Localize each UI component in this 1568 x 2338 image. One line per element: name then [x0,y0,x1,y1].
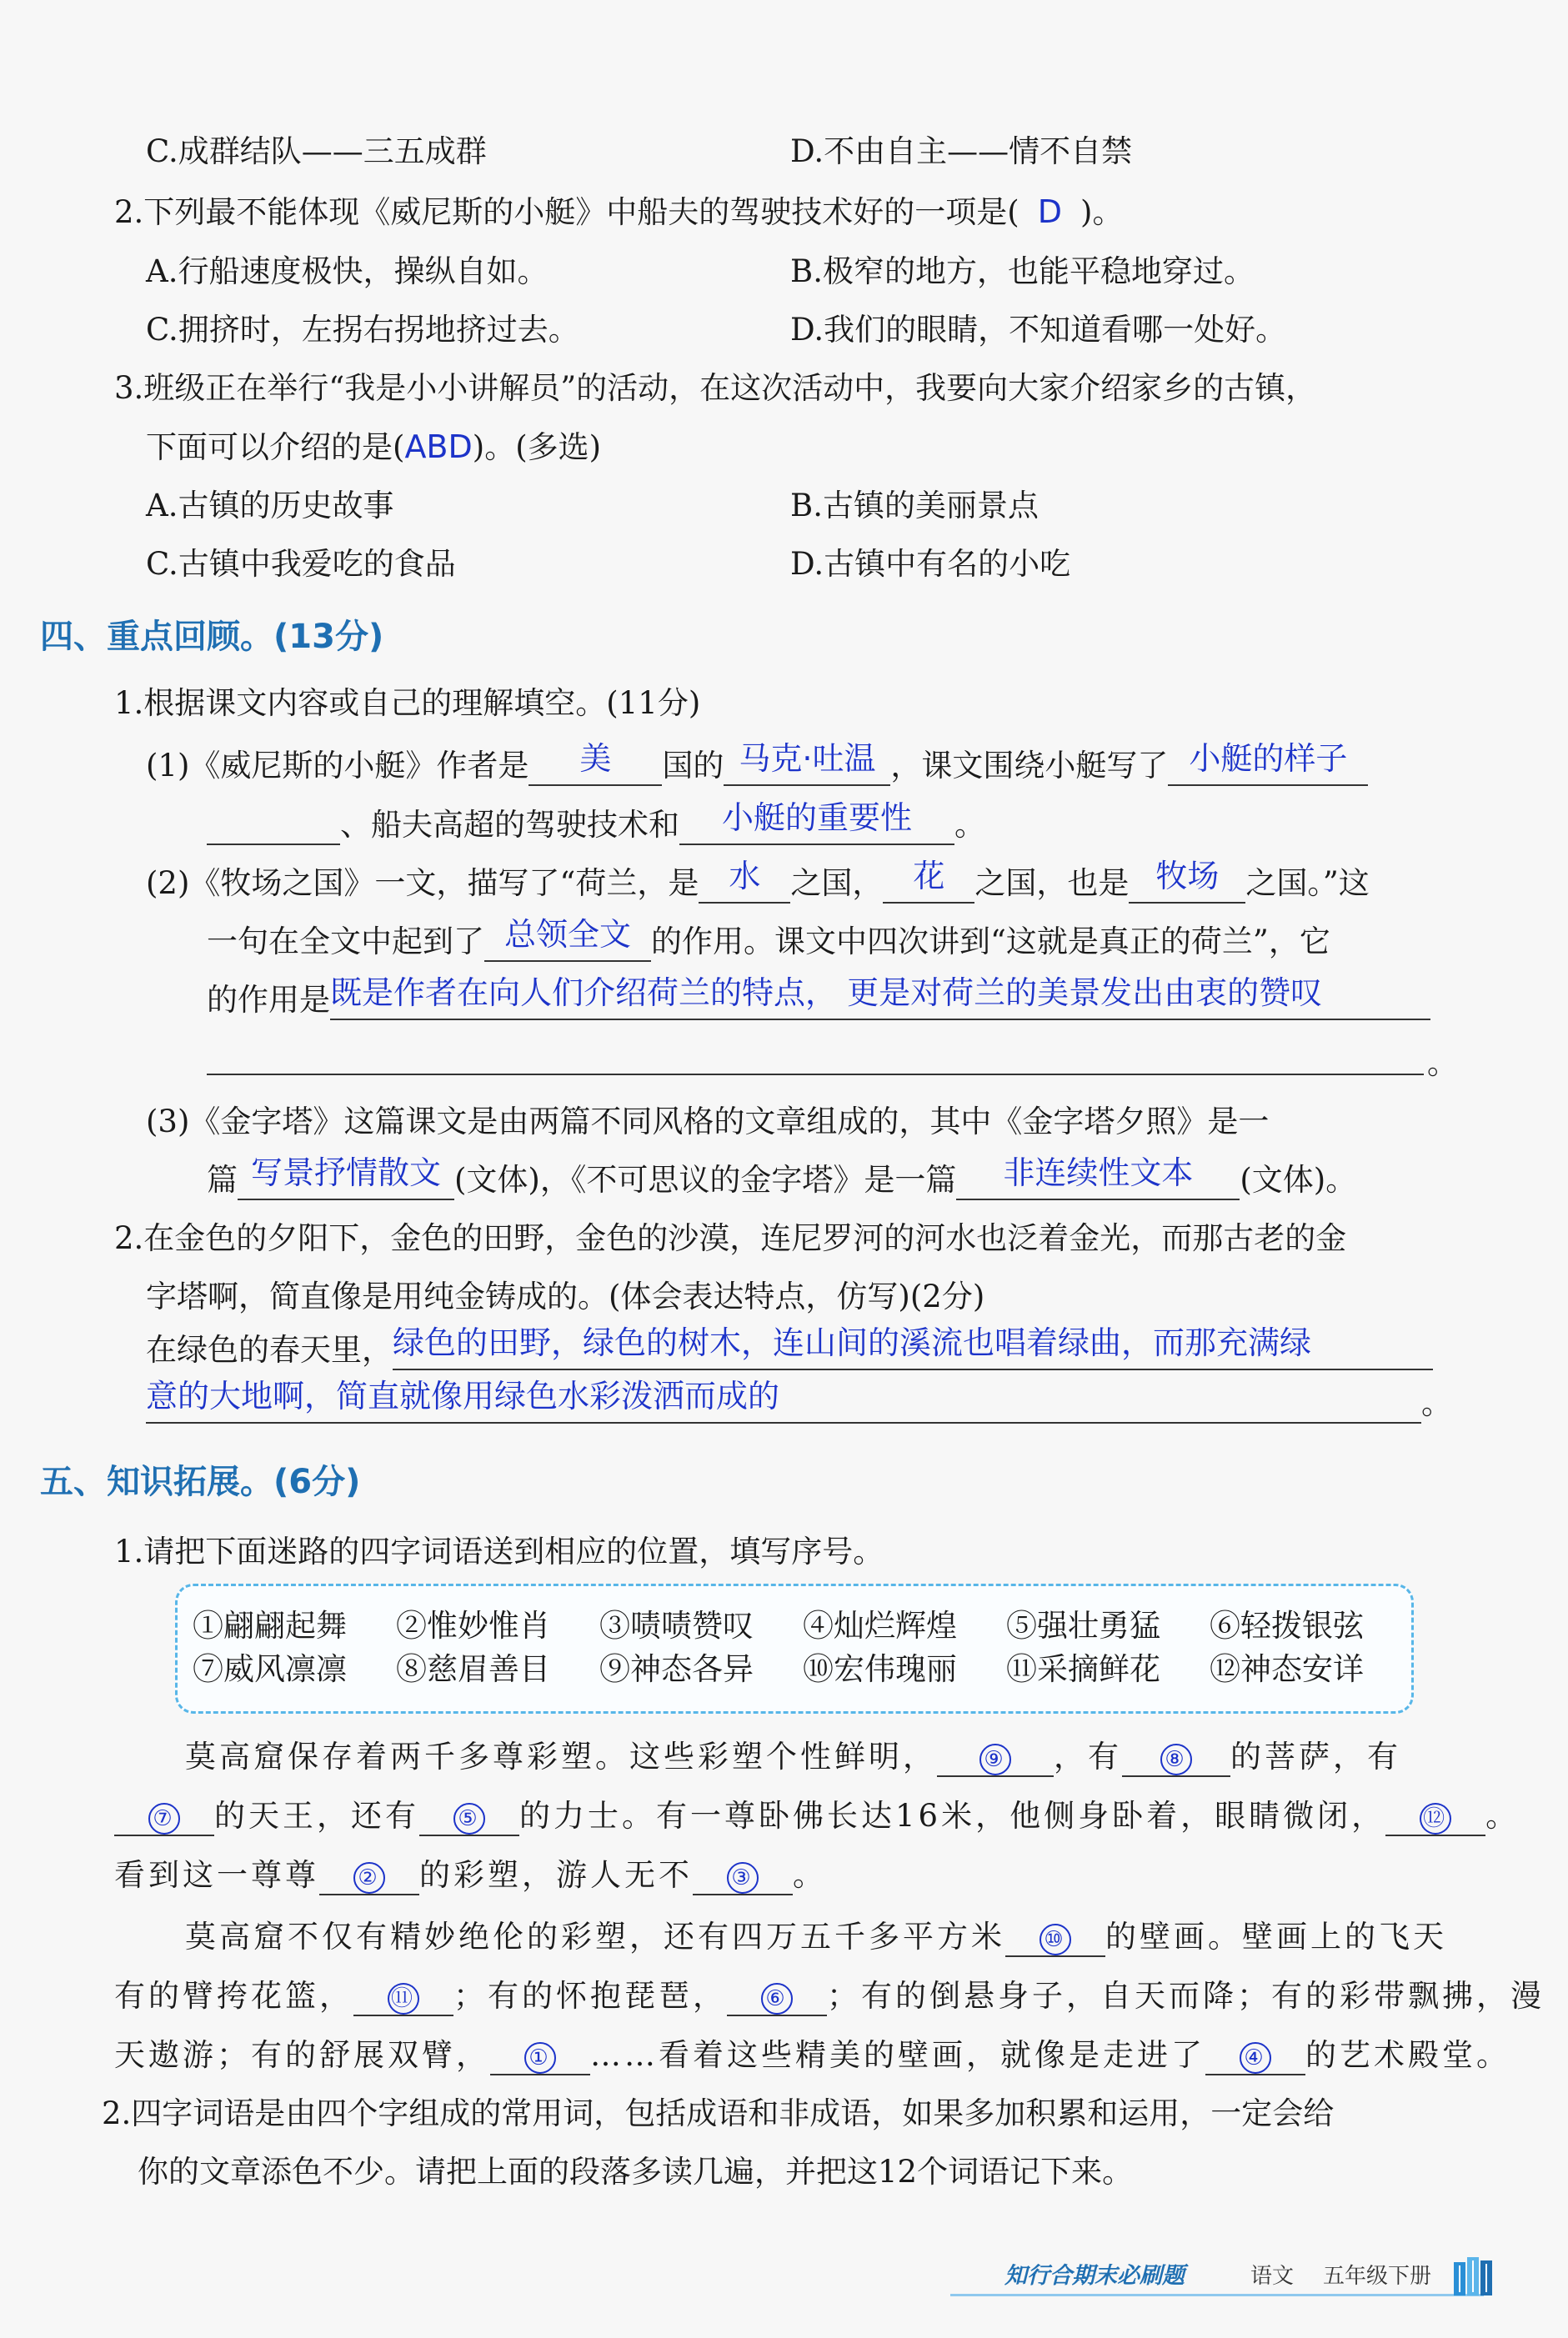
s4-q2-blank2: 意的大地啊，简直就像用绿色水彩泼洒而成的 [146,1384,1421,1424]
footer-brand: 知行合期末必刷题 [1004,2263,1185,2289]
s5-blank: ③ [693,1856,793,1895]
s4-p1-line1: (1)《威尼斯的小艇》作者是 美 国的 马克·吐温 ，课文围绕小艇写了 小艇的样子 [146,746,1368,786]
s5-blank: ⑫ [1385,1797,1485,1836]
q2-option-a: A.行船速度极快，操纵自如。 [146,253,549,289]
s5-para-a-line1: 莫高窟保存着两千多尊彩塑。这些彩塑个性鲜明， ⑨ ，有 ⑧ 的菩萨，有 [185,1737,1401,1777]
q2-option-c: C.拥挤时，左拐右拐地挤过去。 [146,312,579,348]
s5-blank: ⑩ [1005,1918,1105,1957]
s5-blank: ⑪ [353,1977,453,2016]
books-icon [1450,2250,1500,2300]
word-bank-box [175,1584,1414,1714]
s4-p3-blank2: 非连续性文本 [956,1161,1240,1200]
s4-p1-blank3-cont [207,844,340,845]
s5-blank: ⑤ [419,1797,519,1836]
s4-p3-line2: 篇 写景抒情散文 (文体)，《不可思议的金字塔》是一篇 非连续性文本 (文体)。 [207,1160,1356,1200]
s5-blank: ② [319,1856,419,1895]
word-bank-item: ⑧慈眉善目 [396,1651,550,1687]
word-bank-item: ⑩宏伟瑰丽 [803,1651,957,1687]
s5-para-a-line3: 看到这一尊尊 ② 的彩塑，游人无不 ③ 。 [114,1855,827,1895]
s4-p1-line2: 、船夫高超的驾驶技术和 小艇的重要性 。 [207,805,985,845]
s4-p1-blank3: 小艇的样子 [1168,747,1368,786]
q2-stem: 2.下列最不能体现《威尼斯的小艇》中船夫的驾驶技术好的一项是( D )。 [114,193,1124,230]
s5-blank: ⑥ [727,1977,827,2016]
s5-q1-stem: 1.请把下面迷路的四字词语送到相应的位置，填写序号。 [114,1534,884,1570]
footer-subject: 语文 [1250,2264,1295,2289]
word-bank-item: ④灿烂辉煌 [803,1608,957,1644]
s5-blank: ⑨ [937,1738,1054,1777]
s4-q2-line2: 字塔啊，简直像是用纯金铸成的。(体会表达特点，仿写)(2分) [146,1279,985,1314]
word-bank-item: ⑪采摘鲜花 [1006,1651,1160,1687]
s4-p3-line1: (3)《金字塔》这篇课文是由两篇不同风格的文章组成的，其中《金字塔夕照》是一 [146,1104,1270,1139]
s4-p2-line1: (2)《牧场之国》一文，描写了“荷兰，是 水 之国， 花 之国，也是 牧场 之国。”这 [146,864,1370,904]
s5-para-b-line1: 莫高窟不仅有精妙绝伦的彩塑，还有四万五千多平方米 ⑩ 的壁画。壁画上的飞天 [185,1917,1447,1957]
page-footer [950,2250,1525,2300]
q3-option-c: C.古镇中我爱吃的食品 [146,546,456,582]
s4-p1-blank1: 美 [529,747,662,786]
word-bank-item: ⑨神态各异 [599,1651,754,1687]
section5-title: 五、知识拓展。(6分) [40,1463,361,1501]
section4-title: 四、重点回顾。(13分) [40,618,384,656]
word-bank-item: ②惟妙惟肖 [396,1608,550,1644]
s4-p2-blank2: 花 [883,864,974,904]
footer-rule [950,2294,1484,2296]
q3-option-a: A.古镇的历史故事 [146,488,394,523]
word-bank-item: ⑤强壮勇猛 [1006,1608,1160,1644]
s4-q2-line4: 意的大地啊，简直就像用绿色水彩泼洒而成的 。 [146,1384,1452,1424]
s5-para-b-line2: 有的臂挎花篮， ⑪ ；有的怀抱琵琶， ⑥ ；有的倒悬身子，自天而降；有的彩带飘拂，漫 [114,1976,1545,2016]
s4-p2-end: 。 [1427,1045,1458,1081]
s4-p2-answer-line [207,1074,1424,1075]
q3-stem-line2: 下面可以介绍的是(ABD)。(多选) [146,428,602,465]
s4-p1-blank4: 小艇的重要性 [679,806,954,845]
s5-blank: ⑧ [1122,1738,1230,1777]
q3-stem-line1: 3.班级正在举行“我是小小讲解员”的活动，在这次活动中，我要向大家介绍家乡的古镇， [114,370,1317,406]
word-bank-item: ③啧啧赞叹 [599,1608,754,1644]
s4-p2-blank3: 牧场 [1129,864,1245,904]
s5-q2-line1: 2.四字词语是由四个字组成的常用词，包括成语和非成语，如果多加积累和运用，一定会给 [102,2095,1335,2131]
s5-para-b-line3: 天遨游；有的舒展双臂， ① ……看着这些精美的壁画，就像是走进了 ④ 的艺术殿堂。 [114,2035,1510,2075]
word-bank-item: ⑦威风凛凛 [193,1651,347,1687]
s4-p2-blank4: 总领全文 [484,923,651,962]
s4-q1-stem: 1.根据课文内容或自己的理解填空。(11分) [114,685,701,721]
s5-blank: ⑦ [114,1797,214,1836]
q2-option-b: B.极窄的地方，也能平稳地穿过。 [790,253,1255,289]
s4-p2-blank5: 既是作者在向人们介绍荷兰的特点， 更是对荷兰的美景发出由衷的赞叹 [330,981,1430,1020]
s5-para-a-line2: ⑦ 的天王，还有 ⑤ 的力士。有一尊卧佛长达16米，他侧身卧着，眼睛微闭， ⑫ 。 [114,1796,1520,1836]
s5-blank: ④ [1205,2036,1305,2075]
word-bank-item: ⑫神态安详 [1210,1651,1364,1687]
s4-p2-blank1: 水 [699,864,790,904]
s4-q2-blank1: 绿色的田野，绿色的树木，连山间的溪流也唱着绿曲，而那充满绿 [393,1331,1433,1370]
s4-p2-line3: 的作用是既是作者在向人们介绍荷兰的特点， 更是对荷兰的美景发出由衷的赞叹 [207,980,1430,1020]
s5-blank: ① [490,2036,590,2075]
q1-option-d: D.不由自主——情不自禁 [790,133,1133,169]
s4-p3-blank1: 写景抒情散文 [238,1161,454,1200]
q3-answer: ABD [404,428,473,465]
s4-p1-blank2: 马克·吐温 [724,747,890,786]
word-bank-item: ⑥轻拨银弦 [1210,1608,1364,1644]
s4-p2-line2: 一句在全文中起到了 总领全文 的作用。课文中四次讲到“这就是真正的荷兰”，它 [207,922,1330,962]
word-bank-item: ①翩翩起舞 [193,1608,347,1644]
q3-option-d: D.古镇中有名的小吃 [790,546,1071,582]
q2-option-d: D.我们的眼睛，不知道看哪一处好。 [790,312,1287,348]
footer-grade: 五年级下册 [1323,2264,1432,2289]
q1-option-c: C.成群结队——三五成群 [146,133,487,169]
q3-option-b: B.古镇的美丽景点 [790,488,1039,523]
s4-q2-line3: 在绿色的春天里，绿色的田野，绿色的树木，连山间的溪流也唱着绿曲，而那充满绿 [146,1330,1433,1370]
s4-q2-line1: 2.在金色的夕阳下，金色的田野，金色的沙漠，连尼罗河的河水也泛着金光，而那古老的金 [114,1220,1347,1256]
q2-answer: D [1037,193,1063,230]
s5-q2-line2: 你的文章添色不少。请把上面的段落多读几遍，并把这12个词语记下来。 [138,2154,1134,2190]
